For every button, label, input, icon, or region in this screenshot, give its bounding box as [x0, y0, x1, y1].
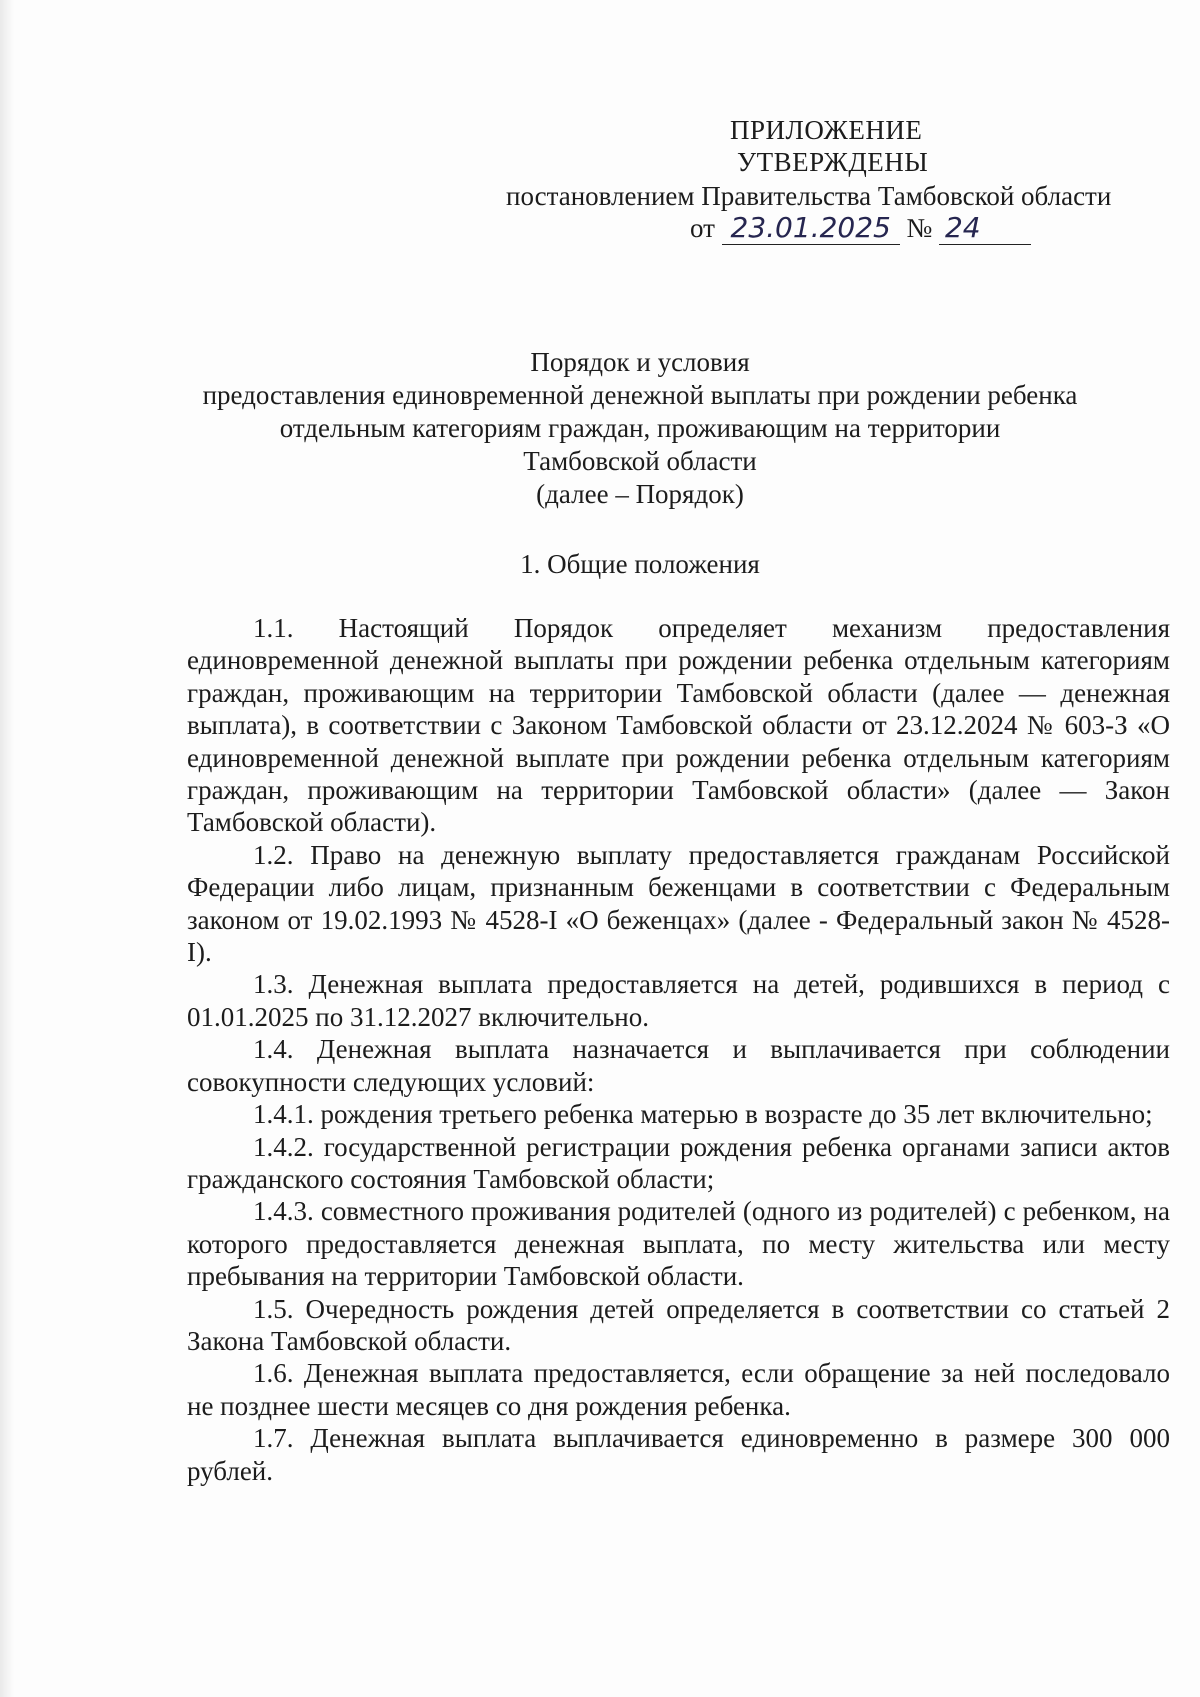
paragraph: 1.5. Очередность рождения детей определяется в соответствии со статьей 2 Закона Тамбовской области. [187, 1293, 1170, 1356]
title-line: Порядок и условия [530, 347, 750, 377]
approved-label: УТВЕРЖДЕНЫ [737, 147, 929, 177]
number-prefix: № [906, 213, 933, 243]
title-line: Тамбовской области [523, 446, 757, 476]
paragraph: 1.2. Право на денежную выплату предоставляется гражданам Российской Федерации либо лицам, признанным беженцами в соответствии с Федеральным законом от 19.02.1993 № 4528-I «О беженцах» (далее - Федеральный закон № 4528-I). [187, 839, 1170, 968]
title-line: предоставления единовременной денежной выплаты при рождении ребенка [202, 380, 1078, 410]
handwritten-date: 23.01.2025 [722, 212, 900, 245]
paragraph: 1.4. Денежная выплата назначается и выплачивается при соблюдении совокупности следующих условий: [187, 1034, 1170, 1097]
paragraph: 1.4.2. государственной регистрации рождения ребенка органами записи актов гражданского состояния Тамбовской области; [187, 1131, 1170, 1194]
appendix-label: ПРИЛОЖЕНИЕ [730, 115, 923, 145]
section-body [187, 612, 1170, 1487]
paragraph: 1.3. Денежная выплата предоставляется на детей, родившихся в период с 01.01.2025 по 31.12.2027 включительно. [187, 969, 1170, 1032]
section-heading: 1. Общие положения [520, 549, 760, 579]
paragraph: 1.7. Денежная выплата выплачивается единовременно в размере 300 000 рублей. [187, 1423, 1170, 1486]
paragraph: 1.4.3. совместного проживания родителей (одного из родителей) с ребенком, на которого предоставляется денежная выплата, по месту жительства или месту пребывания на территории Тамбовской области. [187, 1196, 1170, 1292]
handwritten-number: 24 [939, 212, 1031, 245]
title-line: (далее – Порядок) [536, 479, 744, 509]
decree-line: постановлением Правительства Тамбовской области [506, 181, 1112, 211]
title-line: отдельным категориям граждан, проживающим на территории [279, 413, 1001, 443]
paragraph: 1.4.1. рождения третьего ребенка матерью в возрасте до 35 лет включительно; [253, 1099, 1153, 1130]
paragraph: 1.6. Денежная выплата предоставляется, если обращение за ней последовало не позднее шести месяцев со дня рождения ребенка. [187, 1358, 1170, 1421]
paragraph: 1.1. Настоящий Порядок определяет механизм предоставления единовременной денежной выплаты при рождении ребенка отдельным категориям граждан, проживающим на территории Тамбовской области (далее — денежная выплата), в соответствии с Законом Тамбовской области от 23.12.2024 № 603-З «О единовременной денежной выплате при рождении ребенка отдельным категориям граждан, проживающим на территории Тамбовской области» (далее — Закон Тамбовской области). [187, 613, 1170, 838]
date-prefix: от [690, 213, 715, 243]
date-number-line [690, 212, 1031, 245]
scan-edge-shadow [0, 0, 14, 1697]
document-title [150, 346, 1130, 511]
